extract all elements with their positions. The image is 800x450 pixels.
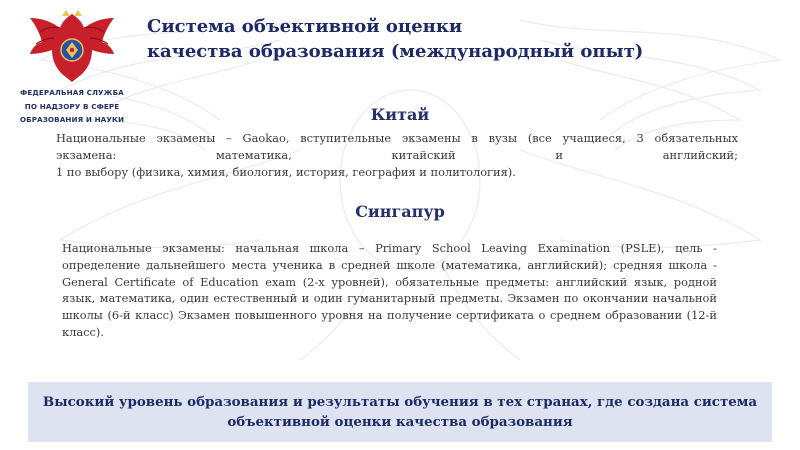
china-line-1: Национальные экзамены – Gaokao, вступительные экзамены в вузы (все учащиеся, 3 обязательных <box>56 131 738 145</box>
conclusion-box <box>28 382 772 442</box>
china-heading: Китай <box>370 105 430 124</box>
conclusion-line-2: объективной оценки качества образования <box>227 414 573 430</box>
china-paragraph <box>56 130 738 180</box>
double-headed-eagle-emblem-icon <box>22 8 122 88</box>
page-title-line-1: Система объективной оценки <box>147 16 463 37</box>
china-line-2: экзамена: математика, китайский и английский; <box>56 147 738 162</box>
agency-line-3: ОБРАЗОВАНИЯ И НАУКИ <box>19 115 125 124</box>
page-title-line-2: качества образования (международный опыт) <box>147 41 644 62</box>
page-title <box>147 14 707 64</box>
singapore-paragraph: Национальные экзамены: начальная школа – Primary School Leaving Examination (PSLE), цель - определение дальнейшего места ученика в средней школе (математика, английский); средняя школа - General Certificate of Education exam (2-х уровней), обязательные предметы: английский язык, родной язык, математика, один естественный и один гуманитарный предметы. Экзамен по окончании начальной школы (6-й класс) Экзамен повышенного уровня на получение сертификата о среднем образовании (12-й класс). <box>62 241 717 339</box>
conclusion-text <box>43 392 757 432</box>
conclusion-line-1: Высокий уровень образования и результаты обучения в тех странах, где создана система <box>42 394 758 410</box>
china-line-3: 1 по выбору (физика, химия, биология, история, география и политология). <box>56 164 516 179</box>
agency-line-1: ФЕДЕРАЛЬНАЯ СЛУЖБА <box>20 88 124 97</box>
singapore-heading: Сингапур <box>355 202 445 221</box>
agency-line-2: ПО НАДЗОРУ В СФЕРЕ <box>24 101 120 111</box>
